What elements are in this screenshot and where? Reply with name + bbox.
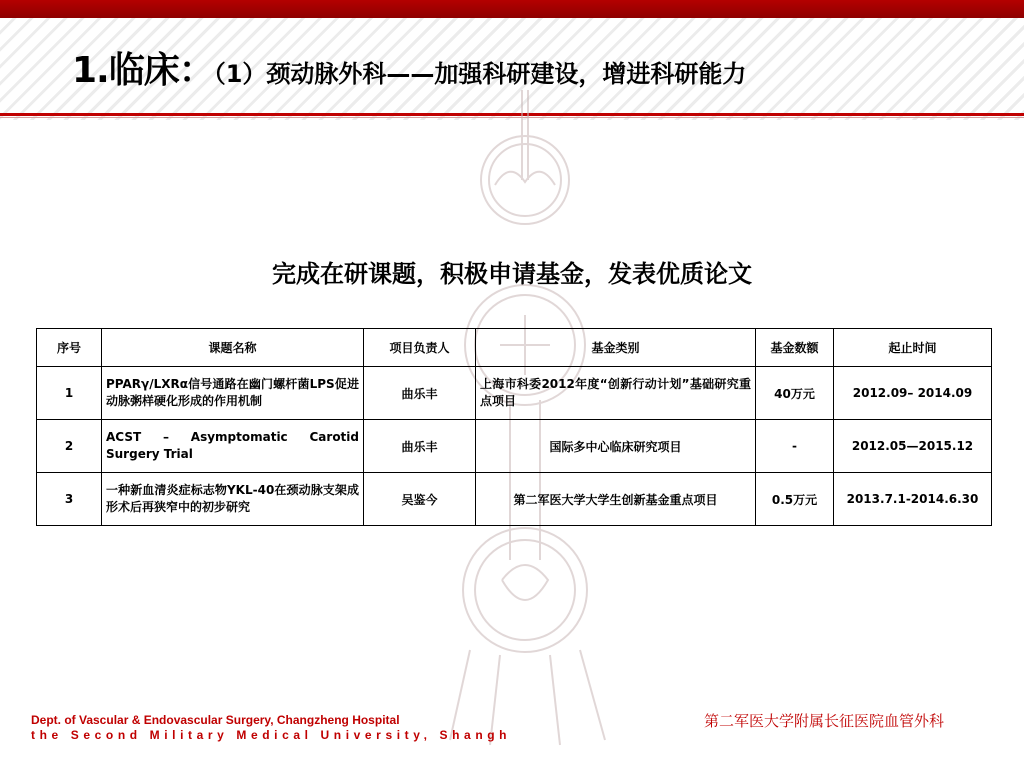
section-subtitle: 完成在研课题，积极申请基金，发表优质论文 — [272, 260, 752, 288]
header-period: 起止时间 — [834, 329, 992, 367]
title-number: 1.临床： — [72, 50, 214, 91]
cell-no: 3 — [37, 473, 102, 526]
cell-leader: 吴鉴今 — [364, 473, 476, 526]
header-fund-type: 基金类别 — [476, 329, 756, 367]
table-row — [37, 473, 992, 526]
header-project: 课题名称 — [102, 329, 364, 367]
cell-amount: 0.5万元 — [756, 473, 834, 526]
cell-project: 一种新血清炎症标志物YKL-40在颈动脉支架成形术后再狭窄中的初步研究 — [102, 473, 364, 526]
cell-amount: 40万元 — [756, 367, 834, 420]
cell-period: 2012.09– 2014.09 — [834, 367, 992, 420]
header-amount: 基金数额 — [756, 329, 834, 367]
cell-period: 2013.7.1-2014.6.30 — [834, 473, 992, 526]
cell-fund-type: 上海市科委2012年度“创新行动计划”基础研究重点项目 — [476, 367, 756, 420]
header-leader: 项目负责人 — [364, 329, 476, 367]
cell-leader: 曲乐丰 — [364, 420, 476, 473]
cell-no: 1 — [37, 367, 102, 420]
cell-amount: - — [756, 420, 834, 473]
table-header-row — [37, 329, 992, 367]
footer-line-1: Dept. of Vascular & Endovascular Surgery, Changzheng Hospital — [31, 713, 400, 727]
cell-period: 2012.05—2015.12 — [834, 420, 992, 473]
footer-department-english — [31, 713, 511, 743]
page-title — [72, 42, 746, 93]
footer-department-chinese: 第二军医大学附属长征医院血管外科 — [704, 712, 945, 730]
header-divider — [0, 113, 1024, 116]
cell-project: PPARγ/LXRα信号通路在幽门螺杆菌LPS促进动脉粥样硬化形成的作用机制 — [102, 367, 364, 420]
cell-leader: 曲乐丰 — [364, 367, 476, 420]
research-projects-table — [36, 328, 992, 526]
table-row — [37, 367, 992, 420]
cell-project: ACST – Asymptomatic Carotid Surgery Trial — [102, 420, 364, 473]
cell-fund-type: 国际多中心临床研究项目 — [476, 420, 756, 473]
footer-line-2: the Second Military Medical University, Shangh — [31, 728, 512, 742]
header-divider-thin — [0, 117, 1024, 118]
table-row — [37, 420, 992, 473]
header-no: 序号 — [37, 329, 102, 367]
title-subtitle: （1）颈动脉外科——加强科研建设，增进科研能力 — [213, 60, 747, 88]
cell-fund-type: 第二军医大学大学生创新基金重点项目 — [476, 473, 756, 526]
top-red-band — [0, 0, 1024, 18]
cell-no: 2 — [37, 420, 102, 473]
